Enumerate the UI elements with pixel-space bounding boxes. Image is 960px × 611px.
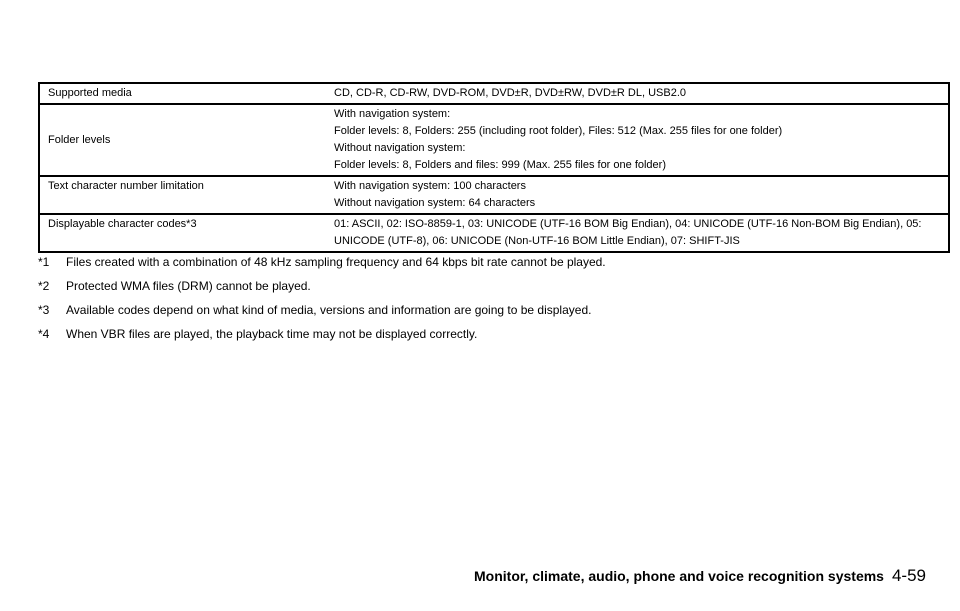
table-row-folder-levels xyxy=(39,104,949,176)
row-value xyxy=(330,104,949,176)
value-line: Folder levels: 8, Folders and files: 999 (Max. 255 files for one folder) xyxy=(334,159,666,171)
table-row-text-character-limit xyxy=(39,176,949,214)
page-footer xyxy=(474,566,926,586)
footnote-text: Protected WMA files (DRM) cannot be played. xyxy=(66,279,311,293)
table-row-supported-media xyxy=(39,83,949,104)
row-label: Text character number limitation xyxy=(39,176,330,214)
footnote-mark: *4 xyxy=(38,327,50,341)
row-value xyxy=(330,176,949,214)
value-line: Without navigation system: 64 characters xyxy=(334,197,536,209)
page-number: 4-59 xyxy=(891,566,926,585)
value-line: CD, CD-R, CD-RW, DVD-ROM, DVD±R, DVD±RW, DVD±R DL, USB2.0 xyxy=(334,87,687,99)
row-label: Folder levels xyxy=(39,104,330,176)
value-line: With navigation system: xyxy=(334,108,451,120)
row-label: Supported media xyxy=(39,83,330,104)
footnotes xyxy=(38,255,938,351)
value-line: Folder levels: 8, Folders: 255 (including root folder), Files: 512 (Max. 255 files for one folder) xyxy=(334,125,783,137)
row-value xyxy=(330,83,949,104)
footnote-3 xyxy=(38,303,938,318)
footnote-text: Files created with a combination of 48 kHz sampling frequency and 64 kbps bit rate cannot be played. xyxy=(66,255,606,269)
footnote-mark: *1 xyxy=(38,255,50,269)
footnote-4 xyxy=(38,327,938,342)
footnote-mark: *3 xyxy=(38,303,50,317)
footnote-2 xyxy=(38,279,938,294)
footnote-1 xyxy=(38,255,938,270)
footnote-mark: *2 xyxy=(38,279,50,293)
footnote-text: When VBR files are played, the playback time may not be displayed correctly. xyxy=(66,327,478,341)
section-title: Monitor, climate, audio, phone and voice recognition systems xyxy=(474,568,884,584)
specifications-table xyxy=(38,82,950,253)
value-line: Without navigation system: xyxy=(334,142,466,154)
value-line: With navigation system: 100 characters xyxy=(334,180,526,192)
row-value xyxy=(330,214,949,252)
footnote-text: Available codes depend on what kind of media, versions and information are going to be displayed. xyxy=(66,303,592,317)
row-label: Displayable character codes*3 xyxy=(39,214,330,252)
value-line: 01: ASCII, 02: ISO-8859-1, 03: UNICODE (UTF-16 BOM Big Endian), 04: UNICODE (UTF-16 Non-BOM Big Endian), 05: UNICODE (UTF-8), 06: UNICODE (Non-UTF-16 BOM Little Endian), 07: SHIFT-JIS xyxy=(334,218,922,247)
table-row-character-codes xyxy=(39,214,949,252)
